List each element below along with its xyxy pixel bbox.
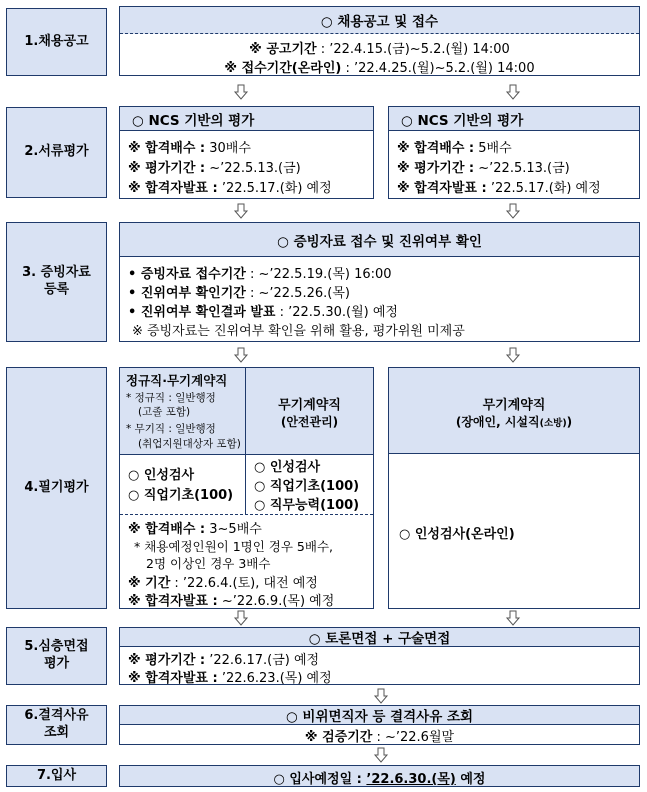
period-value: : ’22.6.4.(토), 대전 예정 [170, 576, 318, 591]
step-1-header [120, 7, 639, 34]
step-1-header-text: ○ 채용공고 및 접수 [320, 14, 439, 30]
colB-test-1: ○ 인성검사 [254, 460, 321, 475]
colA-test-2: ○ 직업기초(100) [128, 488, 234, 503]
step-6-period [120, 726, 639, 745]
submit-period-value: : ~’22.5.19.(목) 16:00 [245, 267, 392, 282]
down-arrow-icon [373, 688, 389, 704]
step-2-right-header [389, 107, 639, 131]
step-1-label [6, 8, 107, 76]
down-arrow-icon [505, 203, 521, 219]
announce-value: ’22.5.17.(화) 예정 [486, 181, 601, 196]
announce-key: ※ 합격자발표 : [397, 181, 487, 196]
step-6-header [120, 706, 639, 725]
announce-key: ※ 합격자발표 : [128, 671, 218, 686]
step-7-label-text: 7.입사 [36, 767, 77, 783]
step-6-box [119, 705, 640, 745]
step-3-box [119, 222, 640, 342]
announce-key: ※ 합격자발표 : [128, 594, 218, 609]
down-arrow-icon [233, 203, 249, 219]
step-1-label-text: 1.채용공고 [24, 33, 89, 49]
step-5-announce [128, 667, 332, 686]
start-date-key: ○ 입사예정일 : [273, 772, 367, 787]
step-1-application-period [120, 57, 639, 76]
multiple-key: ※ 합격배수 : [128, 141, 206, 156]
step-3-label [6, 222, 107, 342]
step-4-multiple [128, 518, 262, 537]
colA-note-1: * 정규직 : 일반행정 [126, 392, 216, 404]
period-key: ※ 평가기간 : [128, 653, 206, 668]
announce-value: ’22.6.23.(목) 예정 [217, 671, 332, 686]
step-3-header-text: ○ 증빙자료 접수 및 진위여부 확인 [277, 233, 482, 250]
step-3-header [120, 223, 639, 257]
step-2-left-header-text: ○ NCS 기반의 평가 [132, 112, 255, 129]
step-4-multiple-note-1: * 채용예정인원이 1명인 경우 5배수, [134, 539, 333, 554]
step-1-posting-period [120, 38, 639, 57]
period-value: : ~’22.6월말 [372, 730, 455, 745]
colC-test-1: ○ 인성검사(온라인) [399, 527, 515, 542]
colB-test-2: ○ 직업기초(100) [254, 479, 360, 494]
down-arrow-icon [373, 747, 389, 763]
step-2-right-box [388, 106, 640, 199]
step-4-period [128, 572, 318, 591]
period-key: ※ 검증기간 [304, 730, 373, 745]
period-key: ※ 기간 [128, 576, 171, 591]
step-3-note: ※ 증빙자료는 진위여부 확인을 위해 활용, 평가위원 미제공 [132, 324, 465, 339]
step-4-label [6, 367, 107, 609]
start-date-value: ’22.6.30.(목) [366, 772, 456, 787]
step-6-label [6, 705, 107, 745]
multiple-value: 5배수 [474, 141, 512, 156]
colC-sub-end: ) [566, 415, 573, 429]
step-2-left-period [128, 157, 301, 176]
step-5-header-text: ○ 토론면접 + 구술면접 [308, 631, 451, 647]
step-3-label-text: 3. 증빙자료 등록 [22, 265, 91, 297]
step-4-col-divider [245, 368, 246, 514]
down-arrow-icon [233, 84, 249, 100]
colB-title: 무기계약직 [278, 398, 341, 413]
step-5-label-text: 5.심층면접 평가 [24, 639, 89, 671]
down-arrow-icon [505, 610, 521, 626]
step-4-right-box [388, 367, 640, 609]
colA-test-1: ○ 인성검사 [128, 468, 195, 483]
step-5-label [6, 627, 107, 685]
posting-period-key: ※ 공고기간 [249, 42, 317, 57]
multiple-value: 30배수 [205, 141, 251, 156]
down-arrow-icon [505, 347, 521, 363]
step-4-left-box [119, 367, 374, 609]
colA-note-2: * 무기직 : 일반행정 [126, 423, 216, 435]
step-2-right-header-text: ○ NCS 기반의 평가 [401, 112, 524, 129]
step-7-header [120, 768, 639, 787]
colC-sub-small: (소방) [539, 418, 567, 429]
step-2-right-multiple [397, 137, 512, 156]
verify-period-key: • 진위여부 확인기간 [128, 286, 246, 301]
verify-period-value: : ~’22.5.26.(목) [245, 286, 350, 301]
posting-period-value: : ’22.4.15.(금)~5.2.(월) 14:00 [316, 42, 510, 57]
step-5-period [128, 649, 319, 668]
colB-test-3: ○ 직무능력(100) [254, 498, 360, 513]
submit-period-key: • 증빙자료 접수기간 [128, 267, 246, 282]
colC-sub [389, 413, 639, 430]
step-6-header-text: ○ 비위면직자 등 결격사유 조회 [285, 709, 474, 725]
down-arrow-icon [505, 84, 521, 100]
step-4-multiple-note-2: 2명 이상인 경우 3배수 [146, 556, 271, 571]
multiple-value: 3~5배수 [205, 522, 262, 537]
step-4-colA-header [120, 368, 245, 454]
step-2-left-box [119, 106, 374, 199]
down-arrow-icon [233, 610, 249, 626]
step-7-label [6, 765, 107, 787]
step-4-header-divider [120, 454, 373, 455]
step-3-verify-result [128, 301, 398, 320]
multiple-key: ※ 합격배수 : [128, 522, 206, 537]
colC-title: 무기계약직 [482, 398, 546, 413]
application-period-key: ※ 접수기간(온라인) [224, 61, 342, 76]
step-2-left-header [120, 107, 373, 131]
step-2-left-announce [128, 177, 332, 196]
step-1-box [119, 6, 640, 76]
period-key: ※ 평가기간 : [397, 161, 475, 176]
step-3-submit-period [128, 263, 392, 282]
step-2-right-announce [397, 177, 601, 196]
step-5-header [120, 628, 639, 647]
period-key: ※ 평가기간 : [128, 161, 206, 176]
step-4-colB-header [246, 368, 373, 454]
step-4-mid-divider [120, 514, 373, 515]
step-5-box [119, 627, 640, 685]
announce-value: ’22.5.17.(화) 예정 [217, 181, 332, 196]
multiple-key: ※ 합격배수 : [397, 141, 475, 156]
announce-key: ※ 합격자발표 : [128, 181, 218, 196]
colA-title: 정규직·무기계약직 [126, 373, 228, 388]
colB-sub: (안전관리) [280, 415, 339, 429]
period-value: ~’22.5.13.(금) [205, 161, 301, 176]
start-date-suffix: 예정 [455, 772, 486, 787]
step-2-left-multiple [128, 137, 251, 156]
verify-result-value: : ’22.5.30.(월) 예정 [275, 305, 398, 320]
step-6-label-text: 6.결격사유 조회 [24, 708, 89, 740]
period-value: ’22.6.17.(금) 예정 [205, 653, 320, 668]
step-2-label-text: 2.서류평가 [24, 144, 89, 160]
colA-note-2b: (취업지원대상자 포함) [138, 438, 241, 450]
step-7-box [119, 765, 640, 787]
period-value: ~’22.5.13.(금) [474, 161, 570, 176]
application-period-value: : ’22.4.25.(월)~5.2.(월) 14:00 [341, 61, 535, 76]
colC-sub-main: (장애인, 시설직 [455, 415, 540, 429]
colA-note-1b: (고졸 포함) [138, 406, 191, 418]
step-4-announce [128, 590, 334, 609]
verify-result-key: • 진위여부 확인결과 발표 [128, 305, 276, 320]
step-4-colC-header [389, 368, 639, 454]
step-3-verify-period [128, 282, 350, 301]
step-2-label [6, 107, 107, 198]
step-4-label-text: 4.필기평가 [24, 479, 89, 495]
announce-value: ~’22.6.9.(목) 예정 [217, 594, 335, 609]
down-arrow-icon [233, 347, 249, 363]
step-2-right-period [397, 157, 570, 176]
